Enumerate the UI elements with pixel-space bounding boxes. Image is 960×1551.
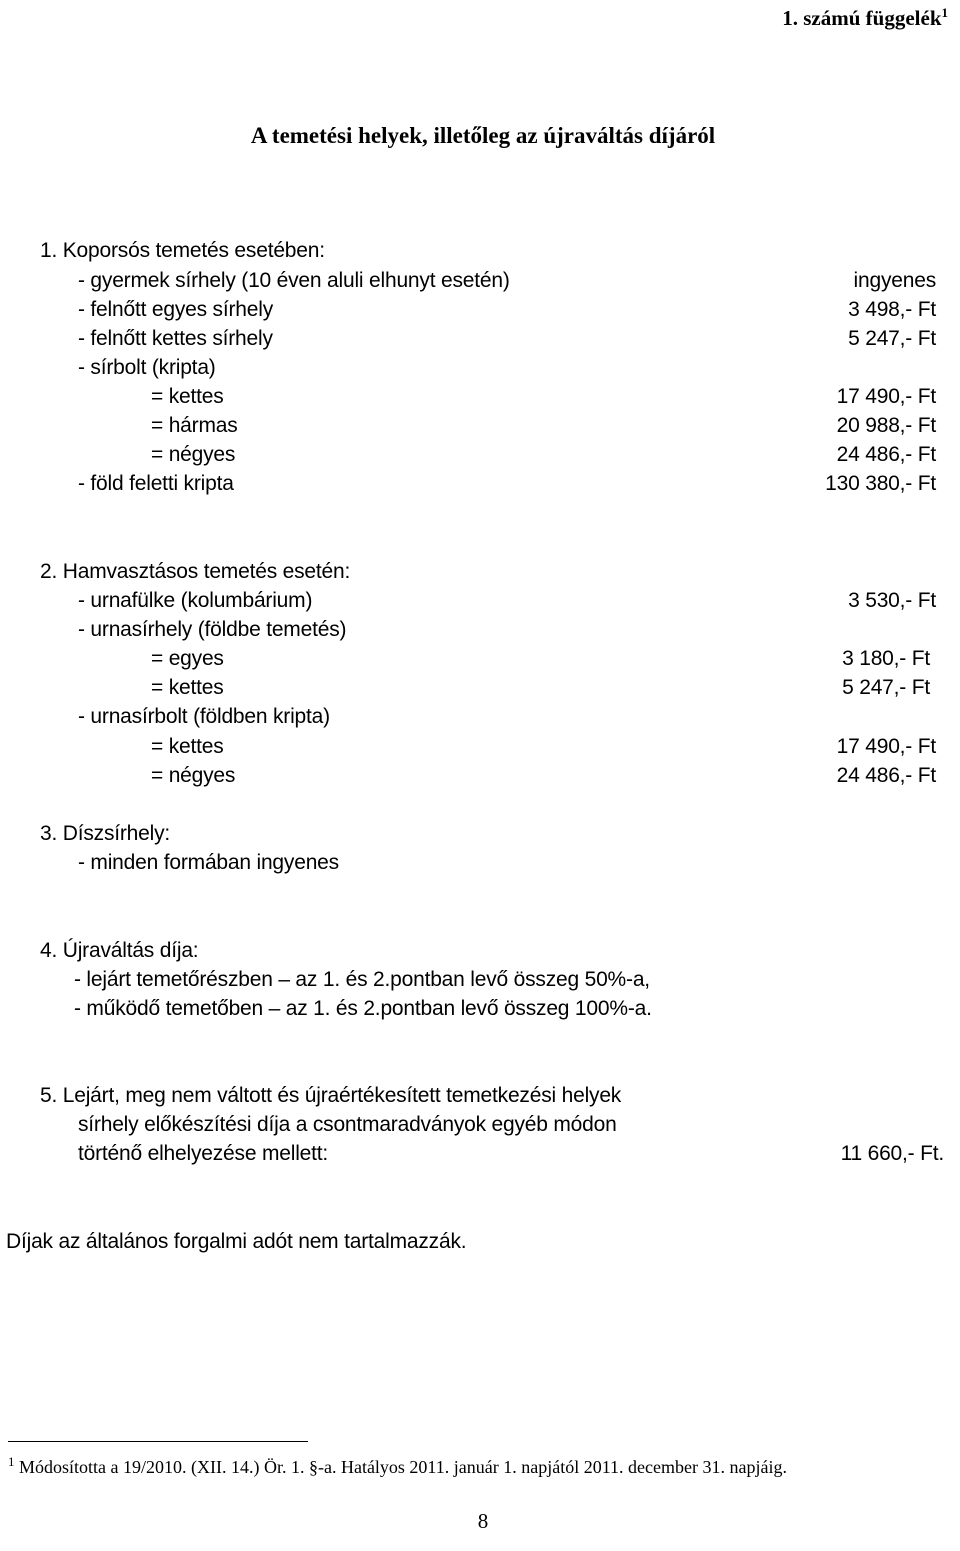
section1-row-label: = négyes	[151, 443, 236, 466]
footnote-text: Módosította a 19/2010. (XII. 14.) Ör. 1. §-a. Hatályos 2011. január 1. napjától 2011. december 31. napjáig.	[19, 1457, 787, 1477]
section3-heading: 3. Díszsírhely:	[40, 822, 171, 845]
section2-row-label: = kettes	[151, 676, 224, 699]
page-number: 8	[477, 1509, 489, 1533]
section4-line: - működő temetőben – az 1. és 2.pontban levő összeg 100%-a.	[74, 997, 652, 1020]
footnote-number: 1	[8, 1454, 15, 1469]
section1-row-label: = kettes	[151, 385, 224, 408]
section1-row-label: - felnőtt kettes sírhely	[78, 327, 273, 350]
section2-row-label: = kettes	[151, 735, 224, 758]
section2-row-price: 17 490,- Ft	[836, 735, 936, 758]
section1-row-price: 24 486,- Ft	[836, 443, 936, 466]
section4-heading: 4. Újraváltás díja:	[40, 939, 199, 962]
section1-row-price: 130 380,- Ft	[825, 472, 936, 495]
section1-row-price: 17 490,- Ft	[836, 385, 936, 408]
section5-line: 5. Lejárt, meg nem váltott és újraértékesített temetkezési helyek	[40, 1084, 622, 1107]
section5-price: 11 660,- Ft.	[840, 1142, 944, 1165]
section1-row-label: - sírbolt (kripta)	[78, 356, 216, 379]
section1-row-price: 20 988,- Ft	[836, 414, 936, 437]
section2-row-price: 3 530,- Ft	[848, 589, 936, 612]
vat-note: Díjak az általános forgalmi adót nem tartalmazzák.	[6, 1230, 467, 1253]
section5-line: sírhely előkészítési díja a csontmaradványok egyéb módon	[78, 1113, 617, 1136]
section1-row-label: - föld feletti kripta	[78, 472, 234, 495]
section2-row-label: - urnasírbolt (földben kripta)	[78, 705, 330, 728]
section1-row-label: = hármas	[151, 414, 238, 437]
footnote-separator	[8, 1441, 308, 1442]
section2-row-price: 24 486,- Ft	[836, 764, 936, 787]
section2-heading: 2. Hamvasztásos temetés esetén:	[40, 560, 351, 583]
section3-line: - minden formában ingyenes	[78, 851, 339, 874]
section5-line: történő elhelyezése mellett:	[78, 1142, 329, 1165]
section2-row-price: 5 247,- Ft	[842, 676, 930, 699]
section2-row-label: - urnafülke (kolumbárium)	[78, 589, 313, 612]
appendix-header-title: 1. számú függelék	[782, 6, 942, 30]
appendix-header	[782, 5, 948, 30]
section1-row-price: 5 247,- Ft	[848, 327, 936, 350]
section2-row-label: = négyes	[151, 764, 236, 787]
section4-line: - lejárt temetőrészben – az 1. és 2.pontban levő összeg 50%-a,	[74, 968, 650, 991]
document-title: A temetési helyek, illetőleg az újraváltás díjáról	[250, 123, 716, 148]
section2-row-label: = egyes	[151, 647, 224, 670]
footnote	[8, 1454, 787, 1477]
section1-heading: 1. Koporsós temetés esetében:	[40, 239, 325, 262]
section1-row-label: - gyermek sírhely (10 éven aluli elhunyt esetén)	[78, 269, 510, 292]
section2-row-price: 3 180,- Ft	[842, 647, 930, 670]
section2-row-label: - urnasírhely (földbe temetés)	[78, 618, 347, 641]
footnote-ref: 1	[941, 5, 948, 20]
section1-row-price: 3 498,- Ft	[848, 298, 936, 321]
section1-row-label: - felnőtt egyes sírhely	[78, 298, 273, 321]
section1-row-price: ingyenes	[853, 269, 936, 292]
